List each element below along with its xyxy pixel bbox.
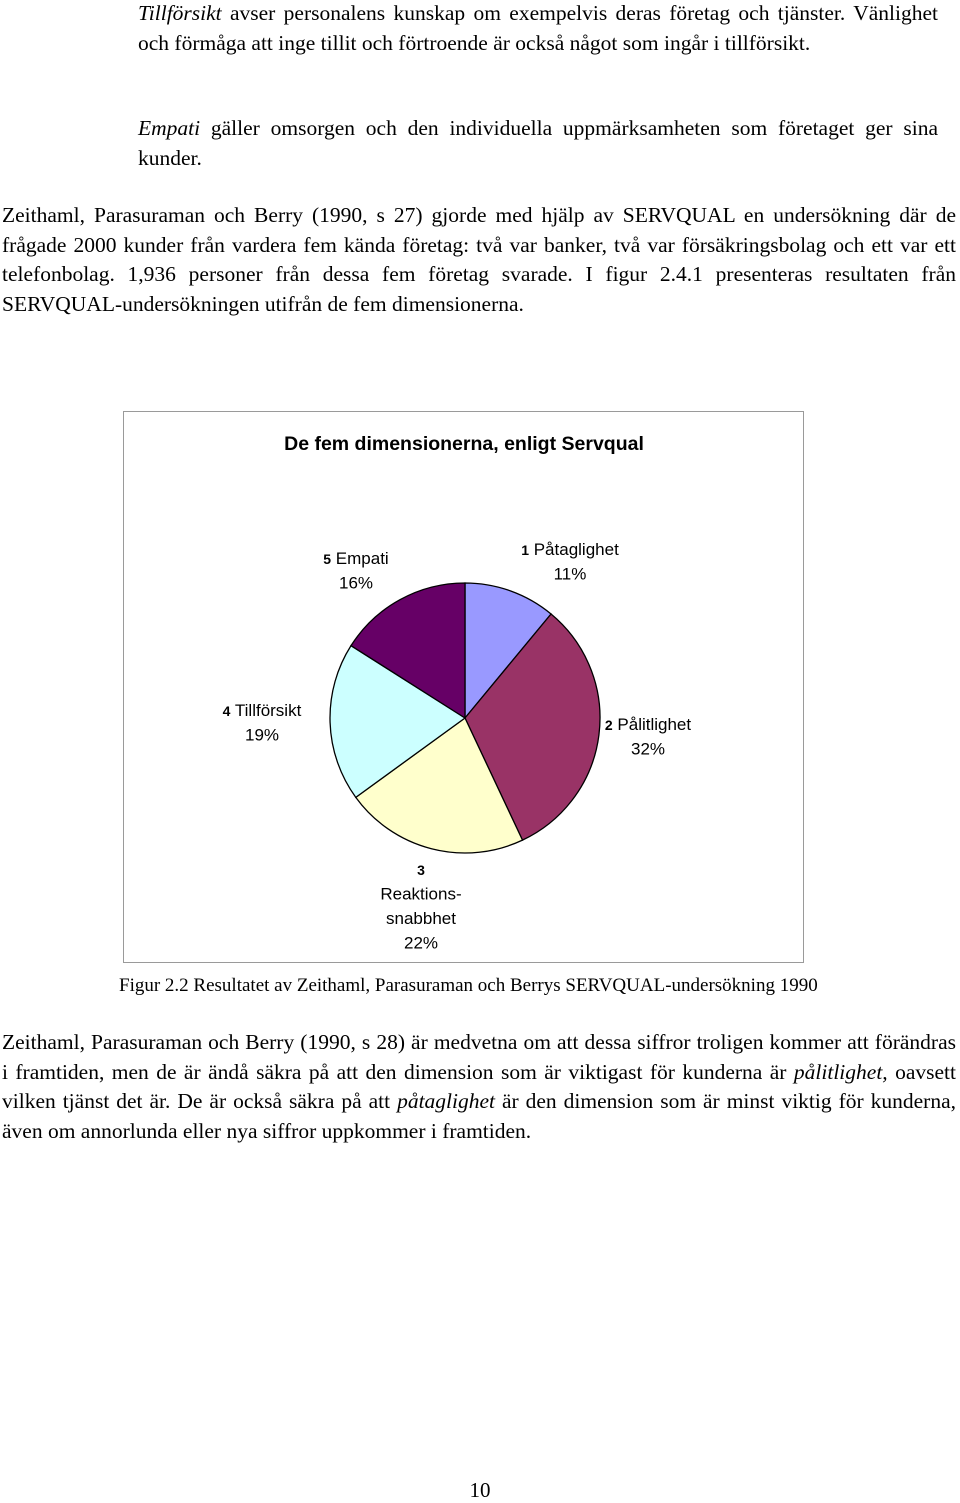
paragraph-text: avser personalens kunskap om exempelvis deras företag och tjänster. Vänlighet och förmåga att inge tillit och förtroende är också något som ingår i tillförsikt. [138, 1, 938, 55]
paragraph-text: är den dimension som är minst viktig för kunderna, även om annorlunda eller nya siffror uppkommer i framtiden. [2, 1089, 956, 1143]
slice-label-5: 5 Empati 16% [323, 549, 389, 593]
page-number: 10 [469, 1478, 491, 1502]
slice-label-4: 4 Tillförsikt 19% [222, 701, 302, 745]
term-empati: Empati [138, 116, 201, 140]
paragraph-empati [138, 114, 938, 173]
pie-chart-frame [123, 411, 804, 963]
slice-label-1: 1 Påtaglighet 11% [521, 540, 619, 584]
figure-caption: Figur 2.2 Resultatet av Zeithaml, Parasuraman och Berrys SERVQUAL-undersökning 1990 [119, 975, 818, 996]
term-tillforsikt: Tillförsikt [138, 1, 222, 25]
paragraph-text: gäller omsorgen och den individuella uppmärksamheten som företaget ger sina kunder. [138, 116, 938, 170]
paragraph-text: oavsett vilken tjänst det är. De är också säkra på att [2, 1059, 956, 1113]
paragraph-servqual-study: Zeithaml, Parasuraman och Berry (1990, s 27) gjorde med hjälp av SERVQUAL en undersökning där de frågade 2000 kunder från vardera fem kända företag: två var banker, två var försäkringsbolag och ett var ett telefonbolag. 1,936 personer från dessa fem företag svarade. I figur 2.4.1 presenteras resultaten från SERVQUAL-undersökningen utifrån de fem dimensionerna. [2, 203, 956, 316]
paragraph-conclusion [2, 1028, 956, 1146]
chart-title: De fem dimensionerna, enligt Servqual [284, 433, 644, 455]
paragraph-text: Zeithaml, Parasuraman och Berry (1990, s 28) är medvetna om att dessa siffror troligen kommer att förändras i framtiden, men de är ändå säkra på att den dimension som är viktigast för kunderna är [2, 1030, 956, 1084]
slice-label-2: 2 Pålitlighet 32% [604, 715, 692, 759]
term-pataglighet: påtaglighet [397, 1089, 495, 1113]
slice-label-3: 3 Reaktions-snabbhet 22% [380, 862, 462, 953]
pie-chart [124, 412, 803, 962]
term-palitlighet: pålitlighet, [793, 1059, 888, 1084]
paragraph-tillforsikt [138, 0, 938, 58]
